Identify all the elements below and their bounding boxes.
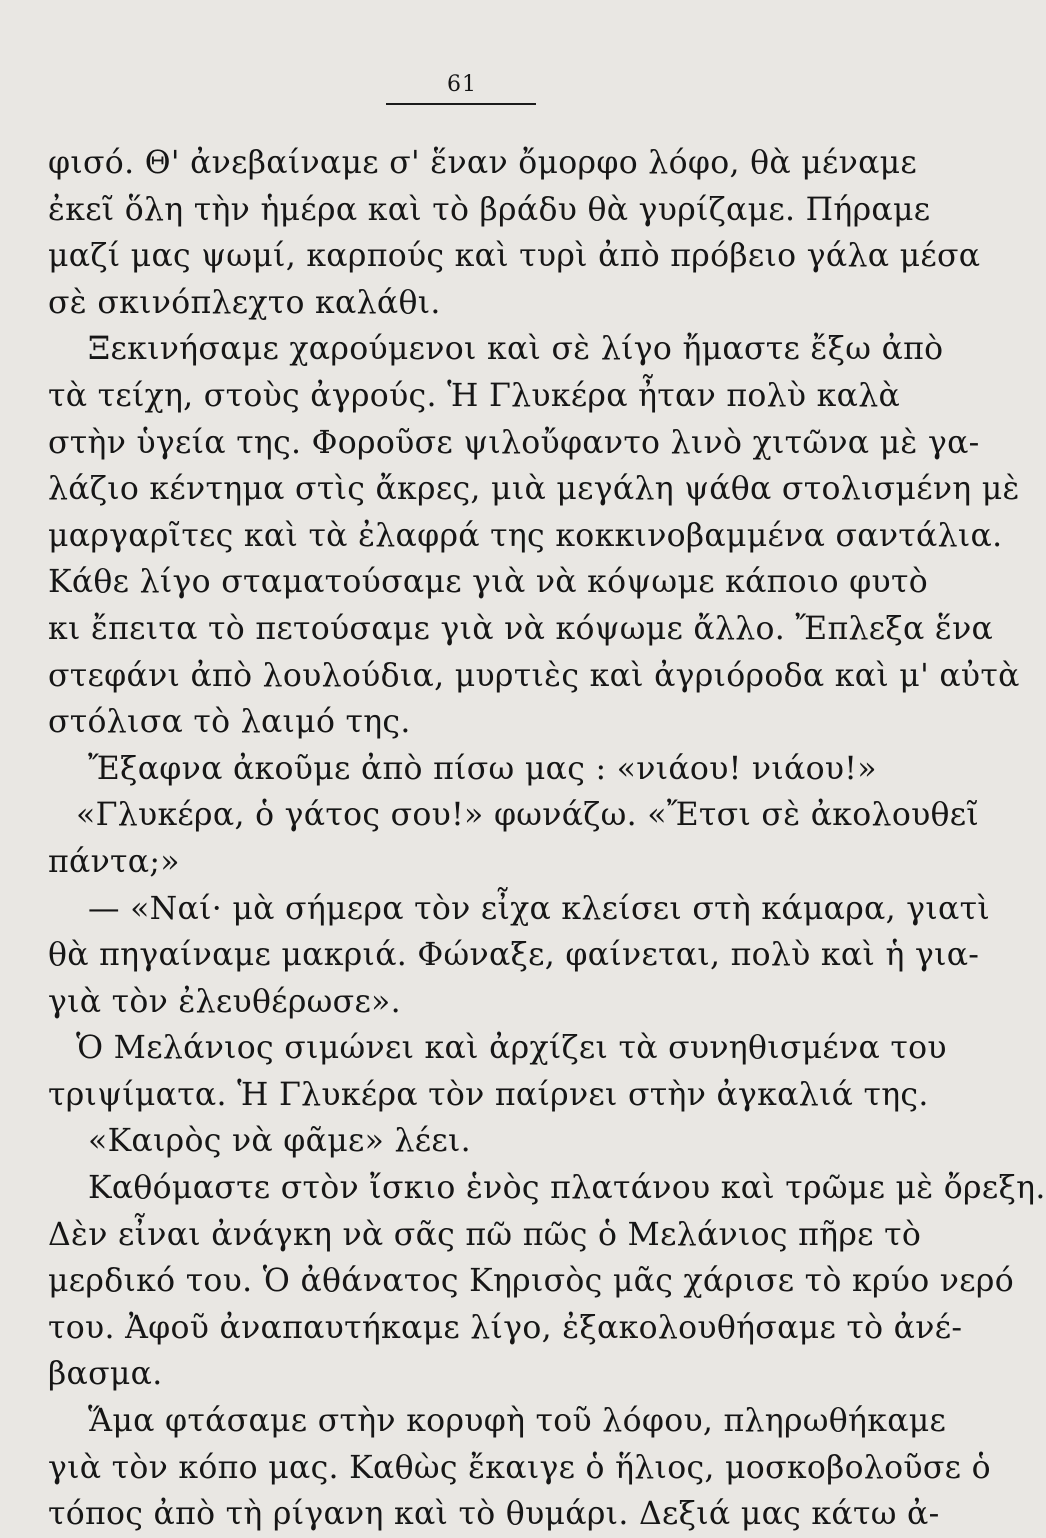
text-line-11: κι ἔπειτα τὸ πετούσαμε γιὰ νὰ κόψωμε ἄλλο. Ἔπλεξα ἕνα	[48, 610, 994, 647]
text-line-18: θὰ πηγαίναμε μακριά. Φώναξε, φαίνεται, πολὺ καὶ ἡ για-	[48, 937, 980, 974]
text-line-10: Κάθε λίγο σταματούσαμε γιὰ νὰ κόψωμε κάποιο φυτὸ	[48, 564, 928, 601]
text-line-8: λάζιο κέντημα στὶς ἄκρες, μιὰ μεγάλη ψάθα στολισμένη μὲ	[48, 471, 1020, 508]
text-line-21: τριψίματα. Ἡ Γλυκέρα τὸν παίρνει στὴν ἀγκαλιά της.	[48, 1076, 929, 1113]
text-line-23: Καθόμαστε στὸν ἴσκιο ἑνὸς πλατάνου καὶ τρῶμε μὲ ὄρεξη.	[88, 1170, 1046, 1207]
text-line-20: Ὁ Μελάνιος σιμώνει καὶ ἀρχίζει τὰ συνηθισμένα του	[76, 1030, 947, 1067]
text-line-17: — «Ναί· μὰ σήμερα τὸν εἶχα κλείσει στὴ κάμαρα, γιατὶ	[88, 890, 990, 927]
text-line-30: τόπος ἀπὸ τὴ ρίγανη καὶ τὸ θυμάρι. Δεξιά μας κάτω ἀ-	[48, 1496, 940, 1533]
text-line-7: στὴν ὑγεία της. Φοροῦσε ψιλοὔφαντο λινὸ χιτῶνα μὲ γα-	[48, 424, 980, 461]
body-text	[48, 140, 1046, 1538]
text-line-25: μερδικό του. Ὁ ἀθάνατος Κηρισὸς μᾶς χάρισε τὸ κρύο νερό	[48, 1263, 1014, 1300]
text-line-14: Ἔξαφνα ἀκοῦμε ἀπὸ πίσω μας : «νιάου! νιάου!»	[88, 750, 877, 787]
page-number: 61	[447, 72, 477, 97]
text-line-1: φισό. Θ' ἀνεβαίναμε σ' ἕναν ὄμορφο λόφο, θὰ μέναμε	[48, 145, 918, 181]
text-line-15: «Γλυκέρα, ὁ γάτος σου!» φωνάζω. «Ἔτσι σὲ ἀκολουθεῖ	[76, 797, 980, 834]
text-line-2: ἐκεῖ ὅλη τὴν ἡμέρα καὶ τὸ βράδυ θὰ γυρίζαμε. Πήραμε	[48, 191, 931, 228]
page-number-rule	[386, 103, 536, 105]
text-line-16: πάντα;»	[48, 843, 180, 880]
text-line-6: τὰ τείχη, στοὺς ἀγρούς. Ἡ Γλυκέρα ἦταν πολὺ καλὰ	[48, 377, 901, 414]
text-line-13: στόλισα τὸ λαιμό της.	[48, 704, 411, 741]
text-line-12: στεφάνι ἀπὸ λουλούδια, μυρτιὲς καὶ ἀγριόροδα καὶ μ' αὐτὰ	[48, 657, 1020, 694]
text-line-3: μαζί μας ψωμί, καρπούς καὶ τυρὶ ἀπὸ πρόβειο γάλα μέσα	[48, 238, 981, 275]
text-line-9: μαργαρῖτες καὶ τὰ ἐλαφρά της κοκκινοβαμμένα σαντάλια.	[48, 517, 1003, 554]
text-line-22: «Καιρὸς νὰ φᾶμε» λέει.	[88, 1123, 471, 1160]
text-line-26: του. Ἀφοῦ ἀναπαυτήκαμε λίγο, ἐξακολουθήσαμε τὸ ἀνέ-	[48, 1309, 963, 1346]
text-line-28: Ἅμα φτάσαμε στὴν κορυφὴ τοῦ λόφου, πληρωθήκαμε	[88, 1403, 947, 1440]
text-line-29: γιὰ τὸν κόπο μας. Καθὼς ἔκαιγε ὁ ἥλιος, μοσκοβολοῦσε ὁ	[48, 1449, 991, 1486]
text-line-19: γιὰ τὸν ἐλευθέρωσε».	[48, 983, 401, 1020]
text-line-24: Δὲν εἶναι ἀνάγκη νὰ σᾶς πῶ πῶς ὁ Μελάνιος πῆρε τὸ	[48, 1216, 922, 1253]
text-line-27: βασμα.	[48, 1356, 163, 1393]
text-line-4: σὲ σκινόπλεχτο καλάθι.	[48, 284, 441, 321]
text-line-5: Ξεκινήσαμε χαρούμενοι καὶ σὲ λίγο ἤμαστε ἔξω ἀπὸ	[88, 331, 944, 368]
